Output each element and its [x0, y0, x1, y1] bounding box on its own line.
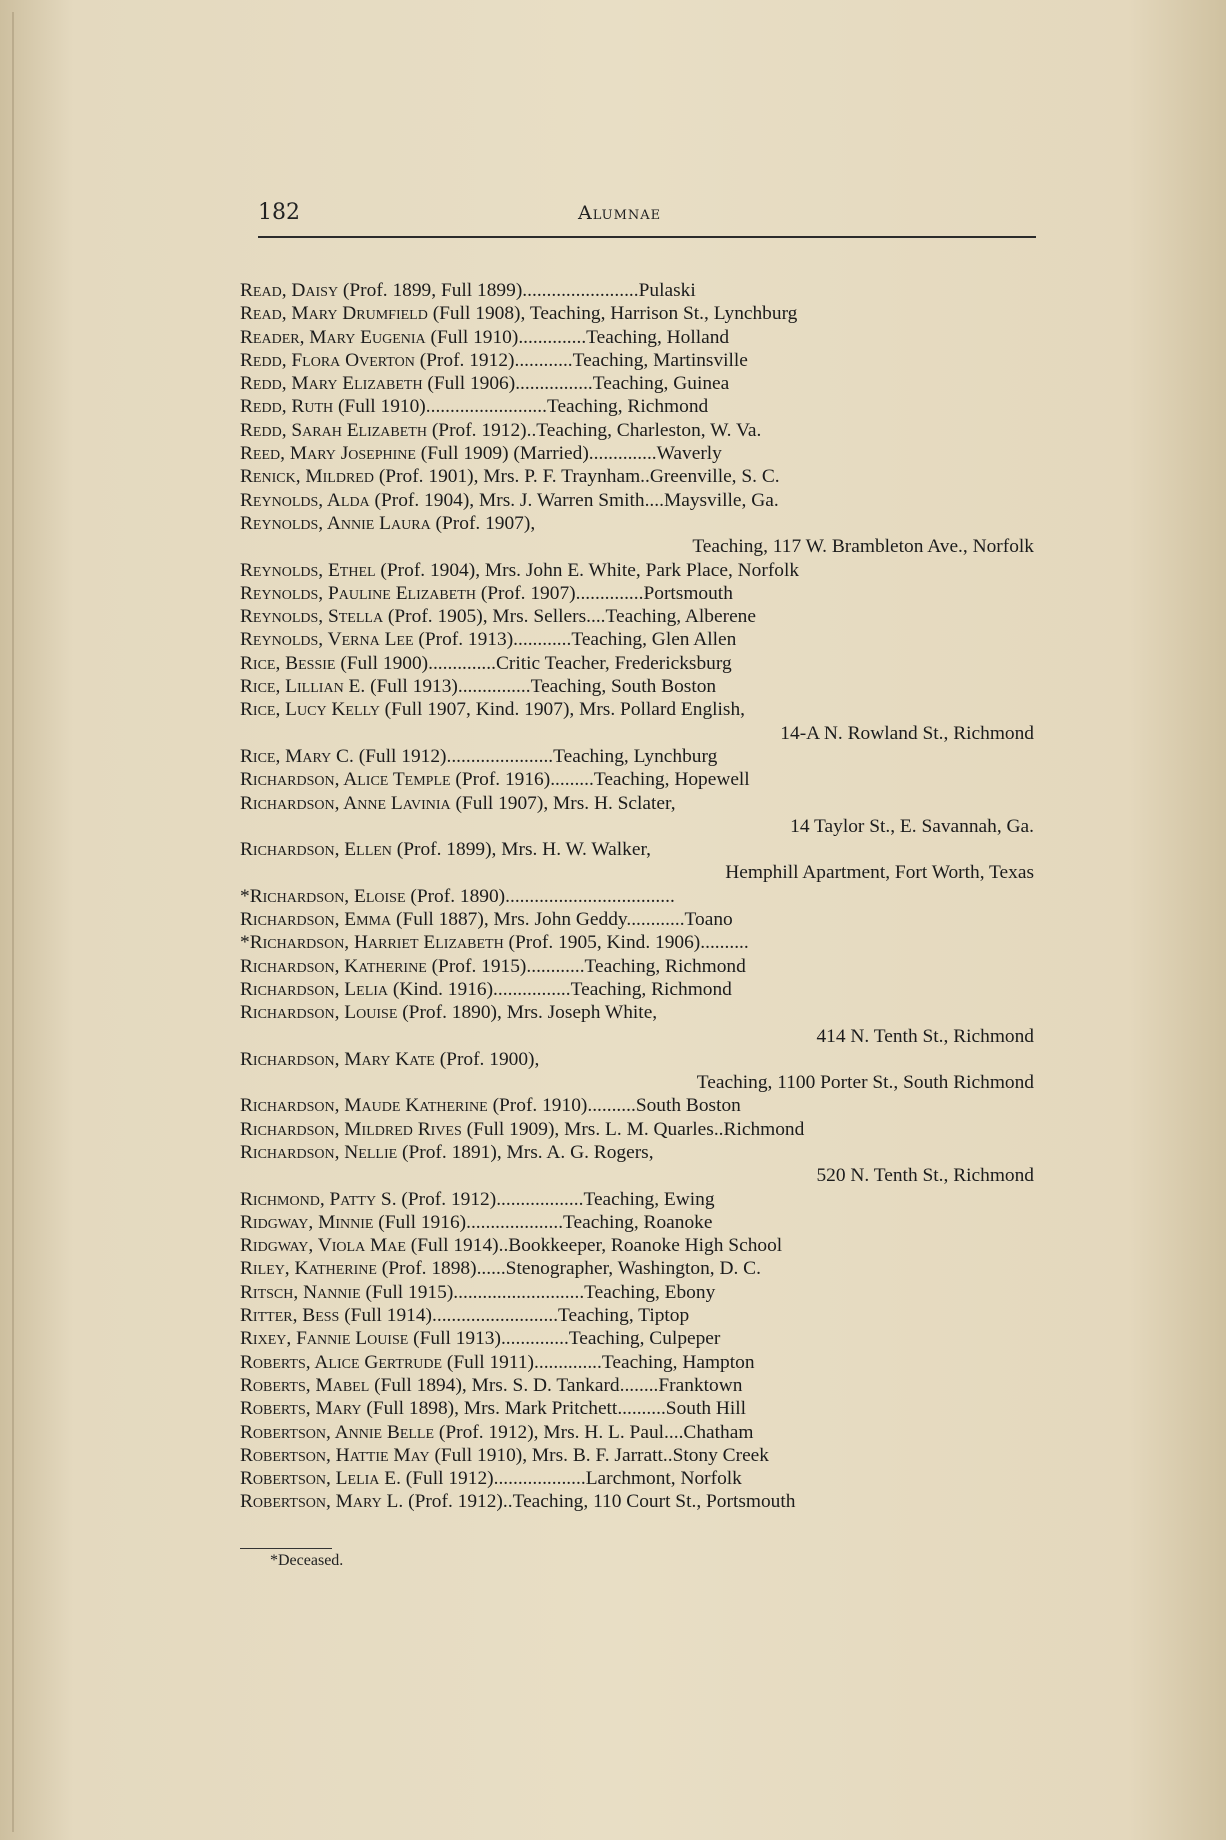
entry-text: Rixey, Fannie Louise (Full 1913)..............Teaching, Culpeper: [240, 1328, 721, 1350]
list-item: [240, 1397, 1034, 1420]
list-item: [240, 489, 1034, 512]
entry-text: Roberts, Alice Gertrude (Full 1911)..............Teaching, Hampton: [240, 1351, 755, 1373]
list-item: [240, 931, 1034, 954]
list-item: [240, 838, 1034, 861]
entry-text: 520 N. Tenth St., Richmond: [816, 1165, 1034, 1187]
list-item: [240, 1444, 1034, 1467]
list-item-continuation: [240, 722, 1034, 745]
list-item: [240, 792, 1034, 815]
entry-text: Reynolds, Ethel (Prof. 1904), Mrs. John E. White, Park Place, Norfolk: [240, 559, 800, 581]
entry-text: Redd, Mary Elizabeth (Full 1906)................Teaching, Guinea: [240, 373, 730, 395]
entry-text: Rice, Lucy Kelly (Full 1907, Kind. 1907), Mrs. Pollard English,: [240, 699, 746, 721]
entry-text: Reed, Mary Josephine (Full 1909) (Married)..............Waverly: [240, 443, 722, 465]
list-item: [240, 582, 1034, 605]
list-item: [240, 978, 1034, 1001]
list-item: [240, 419, 1034, 442]
list-item: [240, 1281, 1034, 1304]
list-item: [240, 1211, 1034, 1234]
list-item: [240, 955, 1034, 978]
list-item: [240, 652, 1034, 675]
entry-text: Ridgway, Minnie (Full 1916)....................Teaching, Roanoke: [240, 1211, 713, 1233]
list-item: [240, 908, 1034, 931]
list-item: [240, 698, 1034, 721]
entry-text: Teaching, 1100 Porter St., South Richmond: [696, 1072, 1034, 1094]
running-head: Alumnae: [578, 202, 662, 224]
entry-text: Roberts, Mary (Full 1898), Mrs. Mark Pritchett..........South Hill: [240, 1398, 747, 1420]
list-item-continuation: [240, 815, 1034, 838]
entry-text: Redd, Flora Overton (Prof. 1912)............Teaching, Martinsville: [240, 349, 748, 371]
list-item: [240, 512, 1034, 535]
list-item: [240, 1188, 1034, 1211]
list-item: [240, 605, 1034, 628]
list-item: [240, 675, 1034, 698]
entry-text: Teaching, 117 W. Brambleton Ave., Norfolk: [692, 536, 1034, 558]
entry-text: Rice, Mary C. (Full 1912)......................Teaching, Lynchburg: [240, 745, 718, 767]
page-header: [258, 196, 1036, 238]
page-number: 182: [258, 200, 300, 225]
list-item: [240, 302, 1034, 325]
entry-text: Hemphill Apartment, Fort Worth, Texas: [725, 862, 1034, 884]
entry-text: Roberts, Mabel (Full 1894), Mrs. S. D. Tankard........Franktown: [240, 1374, 743, 1396]
list-item: [240, 745, 1034, 768]
entry-text: Robertson, Annie Belle (Prof. 1912), Mrs. H. L. Paul....Chatham: [240, 1421, 754, 1443]
entry-text: Reynolds, Verna Lee (Prof. 1913)............Teaching, Glen Allen: [240, 629, 737, 651]
list-item: [240, 326, 1034, 349]
entry-text: Richardson, Katherine (Prof. 1915)............Teaching, Richmond: [240, 955, 746, 977]
entry-text: Redd, Sarah Elizabeth (Prof. 1912)..Teaching, Charleston, W. Va.: [240, 419, 762, 441]
entry-text: Ridgway, Viola Mae (Full 1914)..Bookkeeper, Roanoke High School: [240, 1235, 783, 1257]
entry-text: Reader, Mary Eugenia (Full 1910)..............Teaching, Holland: [240, 326, 730, 348]
entry-text: Richardson, Mildred Rives (Full 1909), Mrs. L. M. Quarles..Richmond: [240, 1118, 805, 1140]
entry-text: Redd, Ruth (Full 1910).........................Teaching, Richmond: [240, 396, 709, 418]
entry-text: Richardson, Emma (Full 1887), Mrs. John Geddy............Toano: [240, 909, 733, 931]
list-item: [240, 1421, 1034, 1444]
list-item: [240, 465, 1034, 488]
entry-text: Ritsch, Nannie (Full 1915)...........................Teaching, Ebony: [240, 1281, 716, 1303]
entry-text: 14-A N. Rowland St., Richmond: [780, 722, 1034, 744]
list-item: [240, 1351, 1034, 1374]
entry-text: Renick, Mildred (Prof. 1901), Mrs. P. F. Traynham..Greenville, S. C.: [240, 466, 780, 488]
list-item: [240, 1490, 1034, 1513]
list-item-continuation: [240, 1025, 1034, 1048]
entry-text: Robertson, Mary L. (Prof. 1912)..Teaching, 110 Court St., Portsmouth: [240, 1491, 796, 1513]
entry-text: Read, Mary Drumfield (Full 1908), Teaching, Harrison St., Lynchburg: [240, 303, 798, 325]
list-item: [240, 1374, 1034, 1397]
footnote: *Deceased.: [270, 1552, 344, 1569]
list-item: [240, 1094, 1034, 1117]
list-item: [240, 1327, 1034, 1350]
entry-text: Richardson, Lelia (Kind. 1916)................Teaching, Richmond: [240, 978, 732, 1000]
list-item: [240, 768, 1034, 791]
entry-text: Richardson, Alice Temple (Prof. 1916).........Teaching, Hopewell: [240, 769, 750, 791]
list-item-continuation: [240, 535, 1034, 558]
entry-text: 14 Taylor St., E. Savannah, Ga.: [790, 815, 1034, 837]
entry-text: Richardson, Anne Lavinia (Full 1907), Mrs. H. Sclater,: [240, 792, 676, 814]
footnote-rule: [240, 1548, 332, 1549]
list-item: [240, 559, 1034, 582]
list-item-continuation: [240, 1164, 1034, 1187]
entry-text: *Richardson, Eloise (Prof. 1890)...................................: [240, 885, 675, 907]
list-item: [240, 442, 1034, 465]
list-item: [240, 1467, 1034, 1490]
list-item: [240, 279, 1034, 302]
list-item: [240, 1257, 1034, 1280]
entry-text: Ritter, Bess (Full 1914)..........................Teaching, Tiptop: [240, 1305, 690, 1327]
entry-text: Riley, Katherine (Prof. 1898)......Stenographer, Washington, D. C.: [240, 1258, 761, 1280]
list-item: [240, 372, 1034, 395]
entry-text: 414 N. Tenth St., Richmond: [816, 1025, 1034, 1047]
entry-text: Robertson, Lelia E. (Full 1912)...................Larchmont, Norfolk: [240, 1468, 742, 1490]
entry-text: Reynolds, Pauline Elizabeth (Prof. 1907)..............Portsmouth: [240, 582, 733, 604]
list-item: [240, 349, 1034, 372]
entry-text: Rice, Lillian E. (Full 1913)...............Teaching, South Boston: [240, 676, 717, 698]
alumnae-list: [240, 279, 1034, 1514]
list-item: [240, 395, 1034, 418]
entry-text: Reynolds, Annie Laura (Prof. 1907),: [240, 512, 536, 534]
entry-text: Richardson, Maude Katherine (Prof. 1910)..........South Boston: [240, 1095, 741, 1117]
entry-text: Read, Daisy (Prof. 1899, Full 1899)........................Pulaski: [240, 280, 696, 301]
entry-text: Rice, Bessie (Full 1900)..............Critic Teacher, Fredericksburg: [240, 652, 732, 674]
list-item: [240, 885, 1034, 908]
list-item: [240, 1048, 1034, 1071]
list-item-continuation: [240, 861, 1034, 884]
entry-text: Richardson, Louise (Prof. 1890), Mrs. Joseph White,: [240, 1002, 658, 1024]
entry-text: Richardson, Mary Kate (Prof. 1900),: [240, 1048, 540, 1070]
entry-text: Reynolds, Stella (Prof. 1905), Mrs. Sellers....Teaching, Alberene: [240, 606, 756, 628]
list-item: [240, 1118, 1034, 1141]
list-item: [240, 1001, 1034, 1024]
list-item: [240, 1304, 1034, 1327]
entry-text: Reynolds, Alda (Prof. 1904), Mrs. J. Warren Smith....Maysville, Ga.: [240, 489, 779, 511]
entry-text: Richardson, Ellen (Prof. 1899), Mrs. H. W. Walker,: [240, 839, 651, 861]
list-item-continuation: [240, 1071, 1034, 1094]
entry-text: Robertson, Hattie May (Full 1910), Mrs. B. F. Jarratt..Stony Creek: [240, 1444, 769, 1466]
entry-text: Richardson, Nellie (Prof. 1891), Mrs. A. G. Rogers,: [240, 1141, 654, 1163]
entry-text: *Richardson, Harriet Elizabeth (Prof. 1905, Kind. 1906)..........: [240, 932, 749, 954]
list-item: [240, 628, 1034, 651]
entry-text: Richmond, Patty S. (Prof. 1912)..................Teaching, Ewing: [240, 1188, 715, 1210]
list-item: [240, 1234, 1034, 1257]
list-item: [240, 1141, 1034, 1164]
